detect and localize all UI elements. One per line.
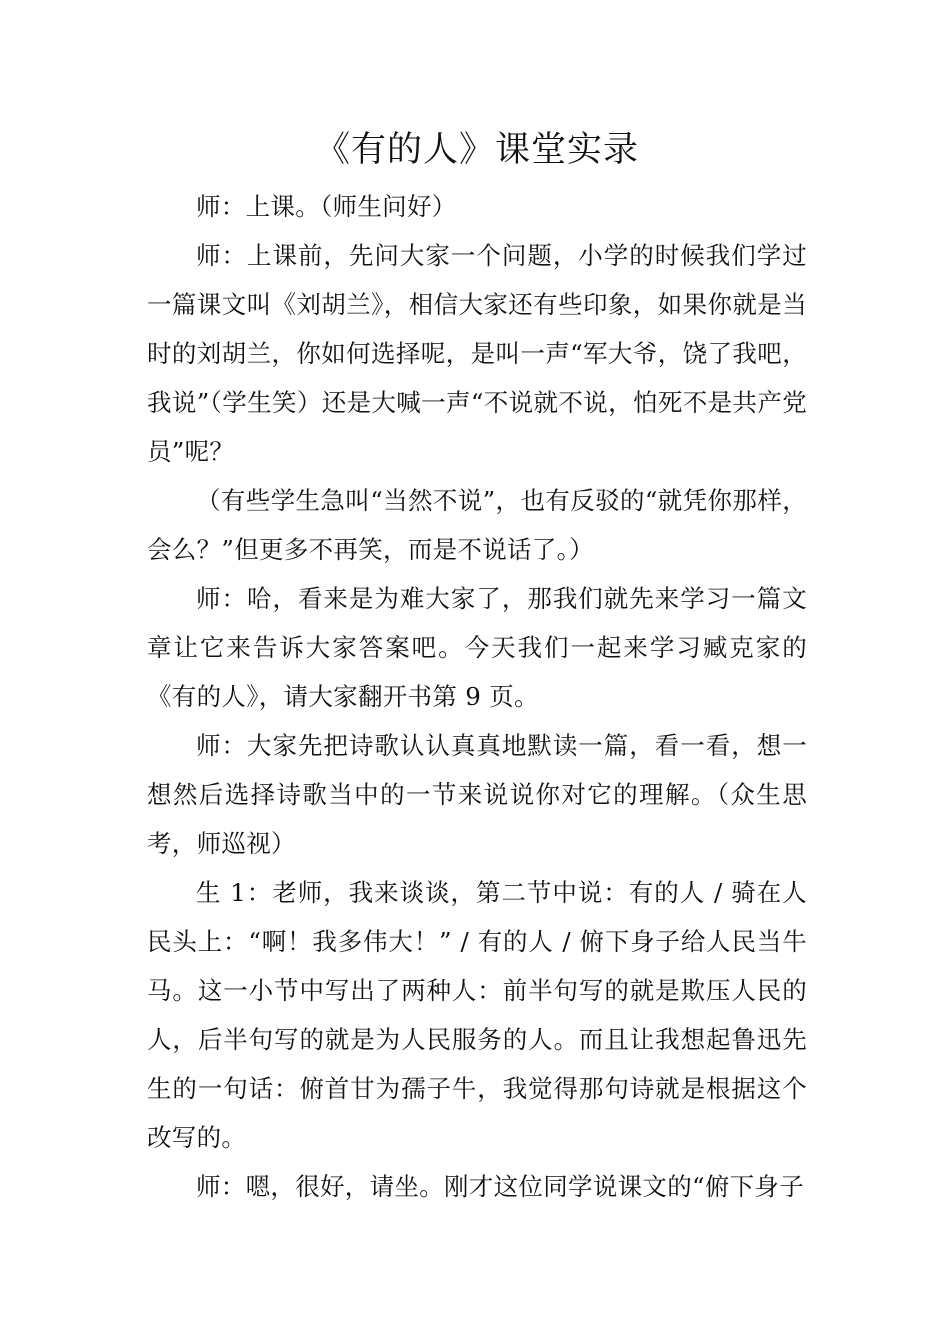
paragraph-student-1: 生 1：老师，我来谈谈，第二节中说：有的人 / 骑在人民头上：“啊！我多伟大！” / 有的人 / 俯下身子给人民当牛马。这一小节中写出了两种人：前半句写的就是欺压人民的人，后半句写的就是为人民服务的人。而且让我想起鲁迅先生的一句话：俯首甘为孺子牛，我觉得那句诗就是根据这个改写的。 — [147, 878, 807, 1152]
paragraph-student-reaction: （有些学生急叫“当然不说”，也有反驳的“就凭你那样，会么？”但更多不再笑，而是不说话了。） — [147, 486, 807, 564]
paragraph-teacher-question: 师：上课前，先问大家一个问题，小学的时候我们学过一篇课文叫《刘胡兰》，相信大家还有些印象，如果你就是当时的刘胡兰，你如何选择呢，是叫一声“军大爷，饶了我吧，我说”（学生笑）还是大喊一声“不说就不说，怕死不是共产党员”呢？ — [147, 241, 807, 466]
document-body — [147, 126, 807, 1211]
paragraph-teacher-response: 师：嗯，很好，请坐。刚才这位同学说课文的“俯下身子 — [196, 1172, 805, 1201]
paragraph-teacher-instruction: 师：大家先把诗歌认认真真地默读一篇，看一看，想一想然后选择诗歌当中的一节来说说你对它的理解。（众生思考，师巡视） — [147, 731, 807, 858]
paragraph-teacher-intro: 师：哈，看来是为难大家了，那我们就先来学习一篇文章让它来告诉大家答案吧。今天我们一起来学习臧克家的《有的人》，请大家翻开书第 9 页。 — [147, 584, 807, 711]
document-title: 《有的人》课堂实录 — [314, 130, 639, 170]
paragraph-greeting: 师：上课。（师生问好） — [196, 192, 457, 221]
